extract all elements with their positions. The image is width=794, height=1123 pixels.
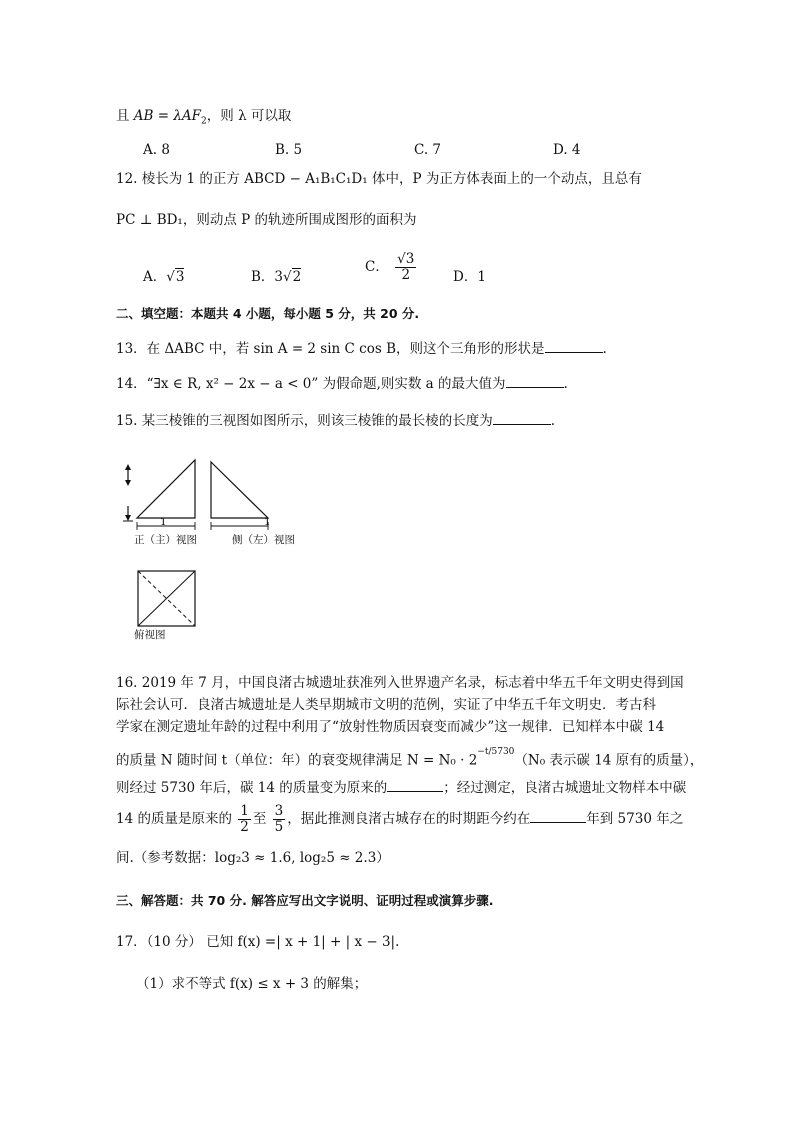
q12-option-c-fraction: $\frac{√3}{2}$ (397, 251, 415, 283)
q16-line-1: 16. 2019 年 7 月，中国良渚古城遗址获准列入世界遗产名录，标志着中华五千年文明史得到国 (116, 675, 684, 691)
front-dim-label: 1 (160, 516, 167, 528)
q16-line-4: 的质量 N 随时间 t（单位：年）的衰变规律满足 $N = N_0 \cdot 2^{-t/5730}(N_0$ 表示碳 14 原有的质量）， (116, 747, 704, 769)
front-view-label: 正（主）视图 (134, 534, 197, 546)
side-dim-label: 1 (264, 516, 271, 528)
q12-line-2: PC ⊥ BD₁，则动点 P 的轨迹所围成图形的面积为 (116, 212, 417, 228)
q12-line-1: 12. 棱长为 1 的正方 ABCD − A₁B₁C₁D₁ 体中，P 为正方体表面上的一个动点，且总有 (116, 171, 642, 187)
q16-line-7: 间.（参考数据：log₂3 ≈ 1.6, log₂5 ≈ 2.3） (116, 850, 390, 866)
top-view-label: 俯视图 (134, 629, 166, 641)
fraction-one-half: $\frac{1}{2}$ (240, 803, 249, 835)
q11-option-b: B. 5 (275, 142, 303, 158)
q15-line: 15. 某三棱锥的三视图如图所示，则该三棱锥的最长棱的长度为 . (116, 413, 556, 429)
q14-answer-blank (506, 375, 564, 388)
q13-answer-blank (545, 340, 603, 353)
q13-line: 13．在 ΔABC 中，若 sin A = 2 sin C cos B，则这个三角形的形状是 . (116, 341, 607, 357)
side-view (211, 462, 268, 530)
q12-option-d: D．1 (453, 269, 486, 285)
q16-line-6: 14 的质量是原来的 $\frac{1}{2}$ 至 $\frac{3}{5}$ ，据此推测良渚古城存在的时期距今约在 年到 5730 年之 (116, 803, 684, 835)
q16-answer-blank-1 (387, 779, 443, 792)
section-3-heading: 三、解答题：共 70 分. 解答应写出文字说明、证明过程或演算步骤. (116, 893, 494, 908)
q17-line-2: （1）求不等式 f(x) ≤ x + 3 的解集； (136, 976, 368, 992)
q11-option-c: C. 7 (414, 142, 442, 158)
q16-line-3: 学家在测定遗址年龄的过程中利用了“放射性物质因衰变而减少”这一规律．已知样本中碳 14 (116, 719, 665, 735)
q12-option-b: B．3√2 (251, 269, 302, 285)
front-view (123, 460, 195, 530)
q12-option-a: A．√3 (143, 269, 185, 285)
q11-formula: AB = λAF (133, 108, 202, 124)
q11-option-d: D. 4 (553, 142, 581, 158)
q16-line-5: 则经过 5730 年后，碳 14 的质量变为原来的 ；经过测定，良渚古城遗址文物样本中碳 (116, 780, 687, 796)
q14-line: 14．“∃x ∈ R, x² − 2x − a < 0” 为假命题,则实数 a 的最大值为 . (116, 376, 568, 392)
fraction-three-fifths: $\frac{3}{5}$ (274, 803, 284, 835)
side-view-label: 侧（左）视图 (232, 534, 295, 546)
q12-option-c: C． $\frac{√3}{2}$ (365, 251, 415, 283)
q15-answer-blank (493, 412, 551, 425)
top-view (138, 571, 195, 626)
q15-three-view-figure (118, 456, 328, 656)
q16-line-2: 际社会认可．良渚古城遗址是人类早期城市文明的范例，实证了中华五千年文明史．考古科 (116, 697, 656, 713)
section-2-heading: 二、填空题：本题共 4 小题，每小题 5 分，共 20 分. (116, 306, 420, 321)
q16-answer-blank-2 (530, 810, 586, 823)
q11-option-a: A. 8 (143, 142, 170, 158)
q11-condition-line: 且 AB = λAF$_2$，则 λ 可以取 (116, 108, 292, 127)
q17-line-1: 17．（10 分） 已知 f(x) =| x + 1| + | x − 3|. (116, 934, 400, 950)
